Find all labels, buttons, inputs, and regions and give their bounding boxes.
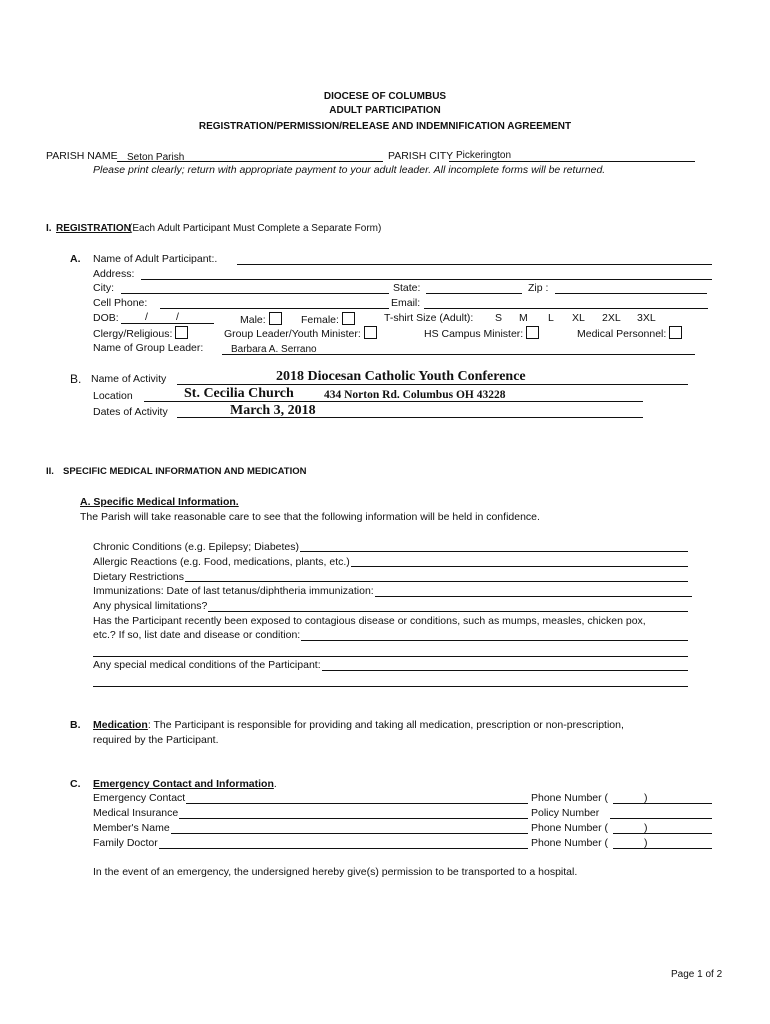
doctor-phone-close: ) <box>644 837 648 849</box>
tshirt-size-xl[interactable]: XL <box>572 312 585 324</box>
dob-separator-2: / <box>176 311 179 323</box>
emergency-title: Emergency Contact and Information <box>93 778 274 790</box>
parish-name-value[interactable]: Seton Parish <box>127 152 185 163</box>
doctor-phone-line[interactable] <box>613 848 712 849</box>
family-doctor-label: Family Doctor <box>93 837 158 849</box>
location-address[interactable]: 434 Norton Rd. Columbus OH 43228 <box>324 389 506 401</box>
medication-title: Medication <box>93 719 148 731</box>
address-line[interactable] <box>141 279 712 280</box>
participant-name-label: Name of Adult Participant:. <box>93 253 218 265</box>
tshirt-size-2xl[interactable]: 2XL <box>602 312 621 324</box>
limitations-label: Any physical limitations? <box>93 600 208 612</box>
medical-personnel-label: Medical Personnel: <box>577 328 667 340</box>
dob-separator-1: / <box>145 311 148 323</box>
female-checkbox[interactable] <box>342 312 355 325</box>
activity-value[interactable]: 2018 Diocesan Catholic Youth Conference <box>276 369 526 384</box>
dob-label: DOB: <box>93 312 119 324</box>
group-leader-name-value[interactable]: Barbara A. Serrano <box>231 344 317 355</box>
medical-personnel-field <box>577 326 682 340</box>
parish-city-value[interactable]: Pickerington <box>456 150 512 161</box>
contagious-question-2: etc.? If so, list date and disease or condition: <box>93 629 301 641</box>
members-phone-close: ) <box>644 822 648 834</box>
members-phone-label: Phone Number ( <box>531 822 609 834</box>
group-leader-checkbox[interactable] <box>364 326 377 339</box>
members-phone-line[interactable] <box>613 833 712 834</box>
parish-city-label: PARISH CITY <box>388 150 454 162</box>
medication-text-2: required by the Participant. <box>93 734 219 746</box>
female-field <box>301 312 355 326</box>
medical-info-intro: The Parish will take reasonable care to see that the following information will be held in confidence. <box>80 511 540 523</box>
section2-number: II. <box>46 466 54 477</box>
special-conditions-extra-line[interactable] <box>93 686 688 687</box>
emergency-letter: C. <box>70 778 81 790</box>
section1-number: I. <box>46 223 52 234</box>
medication-letter: B. <box>70 719 81 731</box>
medical-insurance-label: Medical Insurance <box>93 807 179 819</box>
location-label: Location <box>93 390 133 402</box>
hs-campus-label: HS Campus Minister: <box>424 328 524 340</box>
hs-campus-checkbox[interactable] <box>526 326 539 339</box>
participant-name-line[interactable] <box>237 264 712 265</box>
dietary-label: Dietary Restrictions <box>93 571 185 583</box>
tshirt-size-s[interactable]: S <box>495 312 503 324</box>
zip-line[interactable] <box>555 293 707 294</box>
tshirt-size-m[interactable]: M <box>519 312 528 324</box>
header-agreement-title: REGISTRATION/PERMISSION/RELEASE AND INDEMNIFICATION AGREEMENT <box>198 121 572 132</box>
group-leader-field <box>224 326 377 340</box>
state-line[interactable] <box>426 293 522 294</box>
emergency-phone-label: Phone Number ( <box>531 792 609 804</box>
tshirt-size-l[interactable]: L <box>548 312 554 324</box>
emergency-phone-line[interactable] <box>613 803 712 804</box>
doctor-phone-label: Phone Number ( <box>531 837 609 849</box>
dates-value[interactable]: March 3, 2018 <box>230 403 316 418</box>
emergency-heading <box>93 778 277 790</box>
activity-label: Name of Activity <box>91 373 167 385</box>
address-label: Address: <box>93 268 135 280</box>
tshirt-size-3xl[interactable]: 3XL <box>637 312 656 324</box>
policy-number-label: Policy Number <box>531 807 600 819</box>
location-value[interactable]: St. Cecilia Church <box>184 386 294 401</box>
group-leader-name-label: Name of Group Leader: <box>93 342 204 354</box>
section1-title: REGISTRATION <box>56 223 131 234</box>
emergency-phone-close: ) <box>644 792 648 804</box>
group-leader-label: Group Leader/Youth Minister: <box>224 328 361 340</box>
parish-city-line <box>449 161 695 162</box>
medical-info-title: A. Specific Medical Information. <box>80 496 239 508</box>
cell-phone-line[interactable] <box>160 308 389 309</box>
section1-note: (Each Adult Participant Must Complete a Separate Form) <box>129 223 382 234</box>
male-checkbox[interactable] <box>269 312 282 325</box>
hospital-permission: In the event of an emergency, the undersigned hereby give(s) permission to be transported to a hospital. <box>93 866 578 878</box>
parish-instruction: Please print clearly; return with appropriate payment to your adult leader. All incomplete forms will be returned. <box>93 164 606 176</box>
medication-text-1: : The Participant is responsible for providing and taking all medication, prescription or non-prescription, <box>147 719 624 731</box>
male-label: Male: <box>240 314 266 326</box>
contagious-question-1: Has the Participant recently been exposed to contagious disease or conditions, such as mumps, measles, chicken pox, <box>93 615 646 627</box>
cell-phone-label: Cell Phone: <box>93 297 148 309</box>
state-label: State: <box>393 282 421 294</box>
email-label: Email: <box>391 297 421 309</box>
header-adult-participation: ADULT PARTICIPATION <box>329 105 441 116</box>
emergency-period: . <box>273 778 277 790</box>
clergy-checkbox[interactable] <box>175 326 188 339</box>
emergency-contact-label: Emergency Contact <box>93 792 186 804</box>
female-label: Female: <box>301 314 339 326</box>
clergy-label: Clergy/Religious: <box>93 328 173 340</box>
male-field <box>240 312 282 326</box>
city-label: City: <box>93 282 114 294</box>
special-conditions-label: Any special medical conditions of the Participant: <box>93 659 321 671</box>
allergic-label: Allergic Reactions (e.g. Food, medications, plants, etc.) <box>93 556 350 568</box>
header-diocese: DIOCESE OF COLUMBUS <box>323 91 447 102</box>
medical-personnel-checkbox[interactable] <box>669 326 682 339</box>
parish-name-label: PARISH NAME <box>46 150 118 162</box>
clergy-field <box>93 326 188 340</box>
zip-label: Zip : <box>528 282 549 294</box>
members-name-label: Member's Name <box>93 822 170 834</box>
page-number: Page 1 of 2 <box>671 969 723 980</box>
city-line[interactable] <box>121 293 389 294</box>
section1-a-letter: A. <box>70 253 81 265</box>
medication-paragraph <box>93 719 624 731</box>
tshirt-size-label: T-shirt Size (Adult): <box>384 312 474 324</box>
immunizations-label: Immunizations: Date of last tetanus/diphtheria immunization: <box>93 585 374 597</box>
dates-label: Dates of Activity <box>93 406 168 418</box>
contagious-extra-line[interactable] <box>93 656 688 657</box>
section1-b-letter: B. <box>70 372 82 386</box>
dob-line[interactable] <box>121 323 214 324</box>
policy-number-line[interactable] <box>610 818 712 819</box>
email-line[interactable] <box>424 308 708 309</box>
section2-title: SPECIFIC MEDICAL INFORMATION AND MEDICATION <box>63 466 307 477</box>
hs-campus-field <box>424 326 539 340</box>
chronic-label: Chronic Conditions (e.g. Epilepsy; Diabetes) <box>93 541 300 553</box>
